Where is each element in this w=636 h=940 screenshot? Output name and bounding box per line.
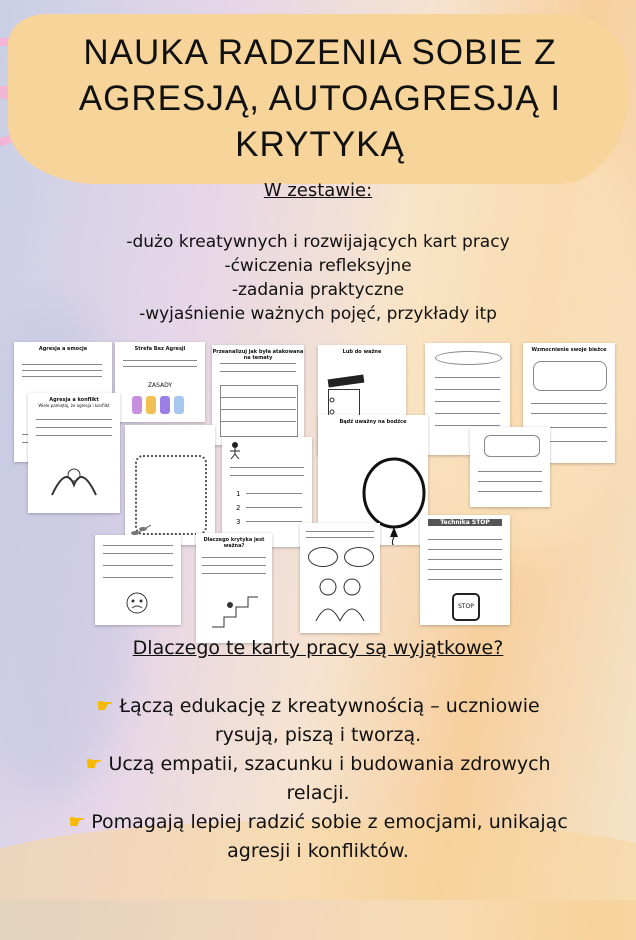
benefit-text: Uczą empatii, szacunku i budowania zdrowych <box>108 753 551 775</box>
list-item: -dużo kreatywnych i rozwijających kart pracy <box>126 232 510 252</box>
worksheet-preview <box>115 342 205 422</box>
worksheet-preview <box>300 523 380 633</box>
title-line: NAUKA RADZENIA SOBIE Z <box>83 33 557 72</box>
stop-sign-icon: STOP <box>452 593 480 621</box>
worksheet-title: Strefa Bez Agresji <box>134 346 186 352</box>
section-heading: Dlaczego te karty pracy są wyjątkowe? <box>132 637 504 659</box>
worksheet-preview <box>95 535 181 625</box>
colored-tags-icon <box>130 392 190 416</box>
worried-face-icon <box>125 591 149 615</box>
benefit-text: agresji i konfliktów. <box>227 840 409 862</box>
benefits-list <box>0 692 636 866</box>
pointing-hand-icon: ☛ <box>85 753 103 775</box>
worksheet-title: Agresja a konflikt <box>49 397 99 403</box>
worksheet-preview <box>125 425 215 545</box>
benefit-text: relacji. <box>286 782 350 804</box>
benefit-item <box>0 750 636 808</box>
intro-heading: W zestawie: <box>263 180 373 201</box>
worksheet-preview <box>212 345 304 445</box>
benefit-text: Pomagają lepiej radzić sobie z emocjami, unikając <box>91 811 568 833</box>
worksheet-title: Dlaczego krytyka jest ważna? <box>203 537 265 549</box>
worksheet-title: Wzmocnienie swoje bieżce <box>531 347 607 353</box>
list-item: -ćwiczenia refleksyjne <box>224 256 412 276</box>
hands-drawing-icon <box>46 455 102 505</box>
benefit-item <box>0 692 636 750</box>
worksheet-title: Bądź uważny na bodźce <box>339 419 407 425</box>
stick-figure-icon <box>228 441 242 459</box>
worksheet-title: Lub do ważne <box>342 349 382 355</box>
worksheet-preview <box>28 393 120 513</box>
pointing-hand-icon: ☛ <box>96 695 114 717</box>
page-title <box>60 30 580 168</box>
benefit-text: rysują, piszą i tworzą. <box>214 724 422 746</box>
two-people-icon <box>314 573 366 623</box>
stairs-figure-icon <box>210 589 260 629</box>
pointing-hand-icon: ☛ <box>68 811 86 833</box>
title-line: KRYTYKĄ <box>235 125 405 164</box>
worksheet-subtitle: Wiele pamiętaj, że agresja i konflikt <box>38 403 110 408</box>
list-item: -wyjaśnienie ważnych pojęć, przykłady itp <box>139 304 497 324</box>
worksheet-title: Technika STOP <box>428 519 502 526</box>
intro-list <box>0 230 636 326</box>
title-line: AGRESJĄ, AUTOAGRESJĄ I <box>78 79 562 118</box>
worksheet-subtitle: ZASADY <box>147 382 173 389</box>
worksheet-preview <box>196 533 272 643</box>
worksheet-preview <box>470 427 550 507</box>
benefit-text: Łączą edukację z kreatywnością – uczniowie <box>119 695 540 717</box>
worksheet-collage <box>0 335 636 635</box>
worksheet-preview <box>420 515 510 625</box>
benefit-item <box>0 808 636 866</box>
worksheet-title: Przeanalizuj jak była atakowana na tematy <box>212 349 304 361</box>
worksheet-preview: 1 2 3 <box>222 437 312 547</box>
list-item: -zadania praktyczne <box>231 280 405 300</box>
worksheet-title: Agresja a emocje <box>38 346 88 352</box>
